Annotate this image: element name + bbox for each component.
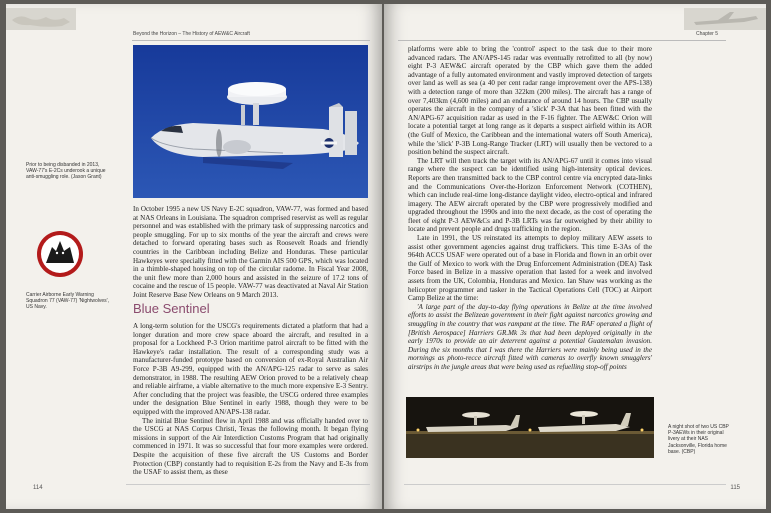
header-band <box>684 8 766 30</box>
right-page <box>384 4 766 509</box>
photo-caption: Prior to being disbanded in 2013, VAW-77's E-2Cs underook a unique anti-smuggling role. (Jason Grant) <box>26 162 106 181</box>
intro-paragraph: In October 1995 a new US Navy E-2C squadron, VAW-77, was formed and based at NAS Orleans in Louisiana. The squadron comprised reservist as well as regular personnel and was established with the primary task of suppressing narcotics and people smuggling. For up to six months of the year the aircraft and crews were detached to forward operating bases such as Roosevelt Roads and friendly countries in the Caribbean including Belize and Honduras. These particular Hawkeyes were specially fitted with the Garmin AIS 500 GPS, which was located in a thimble-shaped housing on top of the circular radome. In Fiscal Year 2008, the unit flew more than 2,000 hours and assisted in the seizure of 17.2 tons of cocaine and the rescue of 15 people. VAW-77 was deactivated at Naval Air Station Joint Reserve Base New Orleans on 9 March 2013. <box>133 205 368 299</box>
paragraph: platforms were able to bring the 'control' aspect to the task due to their more advanced radars. The AN/APS-145 radar was eventually retrofitted to all (by now) eight P-3 AEW&C aircraft operated by the CBP which gave them the added advantage of a fully automated environment and vastly improved detection of targets over land as well as sea (a 40 per cent radar range improvement over the APS-138) with a detection range of more than 322km (200 miles). The aircraft has a range of over 7,403km (4,600 miles) and an endurance of around 14 hours. The CBP usually operates the aircraft in the company of a 'slick' P-3A that has been fitted with the AN/APG-67 acquisition radar as used in the F-16 fighter. The AEW&C Orion will locate a potential target at long range as it departs a suspect airfield within its AOR (the Gulf of Mexico, the Caribbean and the international waters off South America), while the 'slick' P-3B Long-Range Tracker (LRT) will usually then be vectored to a position behind the suspect aircraft. <box>408 45 652 157</box>
footer-rule <box>404 484 726 485</box>
section-paragraph: A long-term solution for the USCG's requirements dictated a platform that had a longer duration and more crew space aboard the aircraft, and resulted in a proposal for a Lockheed P-3 Orion maritime patrol aircraft to be fitted with the Hawkeye's radar installation. The result of a corresponding study was a manufacturer-funded prototype based on conversion of ex-Royal Australian Air Force P-3B A9-299, equipped with the AN/APG-125 radar to serve as sales demonstrator, in 1988. The resulting AEW Orion proved to be a relatively cheap and reliable airframe, a viable alternative to the much more expensive E-3 Sentry. After concluding that the project was feasible, the USCG ordered three examples under the designation Blue Sentinel in early 1988, though they were to be equipped with the improved AN/APS-138 radar. <box>133 322 368 416</box>
body-text <box>408 45 652 372</box>
section-text <box>133 322 368 477</box>
running-header: Chapter 5 <box>696 31 718 37</box>
header-rule <box>398 40 726 41</box>
badge-caption: Carrier Airborne Early Warning Squadron 77 (VAW-77) 'Nightwolves', US Navy. <box>26 292 109 311</box>
running-header: Beyond the Horizon – The History of AEW&C Aircraft <box>133 31 250 37</box>
section-paragraph: The initial Blue Sentinel flew in April 1988 and was officially handed over to the USCG at NAS Corpus Christi, Texas the following month. It began flying missions in support of the Air Interdiction Customs Program that had originally commenced in 1971. It was so successful that four more examples were ordered. Despite the acquisition of these five aircraft the US Customs and Border Protection (CBP) constantly had to requisition E-2s from the Navy and E-3s from the USAF to assist them, as these <box>133 416 368 477</box>
night-photo <box>406 397 654 458</box>
intro-text <box>133 205 368 300</box>
left-page <box>6 4 382 509</box>
squadron-badge <box>30 229 90 279</box>
hawkeye-photo <box>133 45 368 198</box>
photo-caption: A night shot of two US CBP P-3AEWs in their original livery at their NAS Jacksonville, Florida home base. (CBP) <box>668 424 729 455</box>
quote-paragraph: 'A large part of the day-to-day flying operations in Belize at the time involved efforts to assist the Belizean government in their fight against narcotics growing and smuggling in the country that was rampant at the time. The RAF operated a flight of [British Aerospace] Harriers GR.Mk 3s that had been deployed originally in the early 1970s to provide an air deterrent against a potential Guatemalan invasion. During the six months that I was there the Harriers were mainly being used in the mornings as photo-recce aircraft fitted with cameras to overfly known smugglers' airstrips in the jungle areas that were being used as refuelling stop-off points <box>408 302 652 371</box>
section-heading: Blue Sentinel <box>133 301 210 316</box>
map-thumbnail-icon <box>6 8 76 30</box>
paragraph: The LRT will then track the target with its AN/APG-67 until it comes into visual range where the suspect can be identified using high-intensity optical devices. Reports are then transmitted back to the CBP control centre via encrypted data-links and the Communications Over-the-Horizon Enforcement Network (COTHEN), which can include real-time long-distance daylight video, electro-optical and infrared imagery. The AEW aircraft operated by the CBP were progressively modified and upgraded throughout the 1990s and into the next decade, as the cost of operating the fleet of eight P-3 AEW&Cs and P-3B LRTs was far outweighed by their ability to locate and prevent people and drugs trafficking in the region. <box>408 156 652 234</box>
header-rule <box>132 40 370 41</box>
page-number: 114 <box>33 485 43 491</box>
header-band <box>6 8 76 30</box>
wolf-badge-icon <box>30 229 90 279</box>
aircraft-thumbnail-icon <box>684 8 766 30</box>
page-number: 115 <box>730 485 740 491</box>
footer-rule <box>126 484 370 485</box>
paragraph: Late in 1991, the US reinstated its attempts to deploy military AEW assets to assist other government agencies against drug traffickers. This time E-3As of the 964th ACCS USAF were operated out of a base in Florida and flown in an orbit over the Gulf of Mexico to work with the Drug Enforcement Administration (DEA) Task Force based in Belize in a massive operation that lasted for a week and involved assets from the UK, Colombia, Honduras and Mexico. Ian Shaw was working as the helicopter programmer and tasker in the Tactical Operations Cell (TOC) at Airport Camp Belize at the time: <box>408 234 652 303</box>
